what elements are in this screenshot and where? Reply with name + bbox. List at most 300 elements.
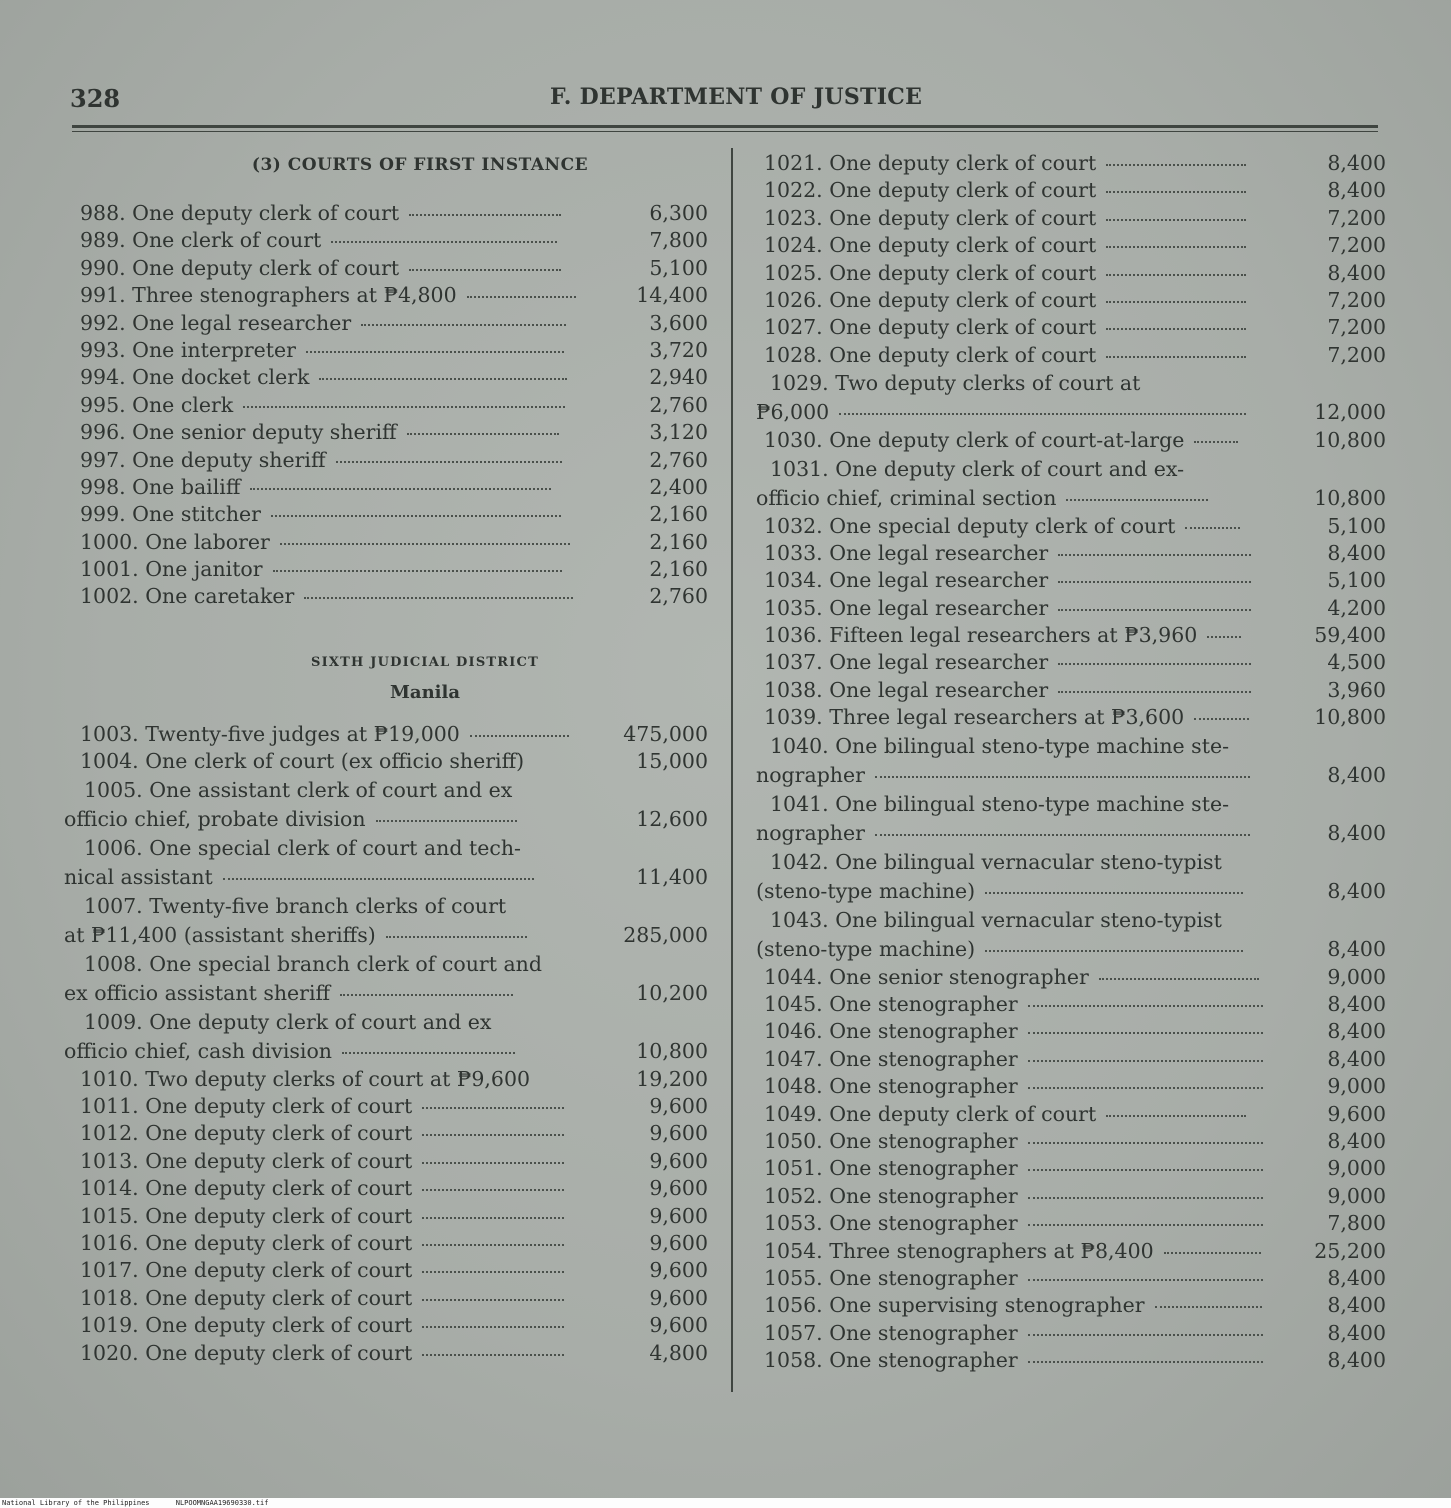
leader-dots — [1194, 718, 1249, 720]
item-list-left-a — [72, 200, 708, 611]
item-label: 1017. One deputy clerk of court — [80, 1258, 413, 1283]
line-item — [756, 991, 1386, 1018]
item-amount: 8,400 — [1327, 178, 1386, 203]
item-label-wrap — [764, 704, 1249, 731]
item-label: 999. One stitcher — [80, 502, 261, 527]
item-label: 989. One clerk of court — [80, 228, 322, 253]
leader-dots — [331, 241, 557, 243]
right-column — [756, 150, 1386, 1375]
leader-dots — [1058, 554, 1250, 556]
item-label: 1056. One supervising stenographer — [764, 1293, 1145, 1318]
item-label: 1013. One deputy clerk of court — [80, 1148, 413, 1173]
item-label: 1004. One clerk of court (ex officio sheriff) — [80, 749, 525, 774]
item-label-line1: 1031. One deputy clerk of court and ex- — [770, 456, 1185, 481]
item-label-line2-text: nographer — [756, 820, 865, 845]
leader-dots — [340, 994, 513, 996]
item-amount: 4,800 — [649, 1340, 708, 1365]
leader-dots — [839, 413, 1245, 415]
item-label-wrap — [764, 1265, 1263, 1292]
line-item — [756, 1018, 1386, 1045]
item-label-wrap — [764, 991, 1263, 1018]
item-label: 990. One deputy clerk of court — [80, 255, 400, 280]
line-item — [756, 150, 1386, 177]
item-amount: 7,200 — [1327, 342, 1386, 367]
item-label-wrap — [80, 1312, 564, 1339]
leader-dots — [1106, 246, 1245, 248]
item-label-wrap — [764, 1128, 1263, 1155]
leader-dots — [1155, 1306, 1263, 1308]
item-label-wrap — [764, 513, 1240, 540]
item-label: 994. One docket clerk — [80, 365, 310, 390]
leader-dots — [1164, 1252, 1261, 1254]
leader-dots — [1099, 978, 1260, 980]
item-label-wrap — [80, 1066, 540, 1093]
item-label: 1026. One deputy clerk of court — [764, 287, 1097, 312]
line-item — [756, 1101, 1386, 1128]
item-label-line2-text: (steno-type machine) — [756, 936, 976, 961]
line-item — [756, 704, 1386, 731]
item-label-wrap — [764, 1210, 1263, 1237]
line-item — [756, 1238, 1386, 1265]
line-item — [72, 282, 708, 309]
item-label: 1054. Three stenographers at ₱8,400 — [764, 1238, 1154, 1263]
line-item — [72, 529, 708, 556]
item-label-wrap — [764, 177, 1246, 204]
item-label-wrap — [80, 419, 559, 446]
item-label-line1: 1006. One special clerk of court and tech- — [84, 835, 521, 860]
item-label-wrap — [764, 287, 1246, 314]
line-item-multiline — [64, 776, 708, 834]
item-amount: 3,600 — [649, 310, 708, 335]
item-label-line2 — [756, 935, 1386, 964]
leader-dots — [1106, 328, 1245, 330]
item-label-line2-text: nical assistant — [64, 864, 213, 889]
line-item-multiline — [64, 834, 708, 892]
leader-dots — [1058, 663, 1250, 665]
line-item — [756, 287, 1386, 314]
line-item — [756, 1265, 1386, 1292]
item-amount: 3,720 — [649, 337, 708, 362]
leader-dots — [342, 1052, 515, 1054]
item-amount: 8,400 — [1327, 1046, 1386, 1071]
leader-dots — [422, 1162, 563, 1164]
item-amount: 10,800 — [1314, 705, 1386, 730]
item-list-left-b — [64, 721, 708, 1367]
line-item — [756, 342, 1386, 369]
item-amount: 2,160 — [649, 529, 708, 554]
item-label-line2-text: officio chief, criminal section — [756, 485, 1057, 510]
line-item — [72, 1148, 708, 1175]
leader-dots — [1028, 1197, 1263, 1199]
item-label-line1: 1040. One bilingual steno-type machine ste- — [770, 733, 1229, 758]
item-label: 1035. One legal researcher — [764, 595, 1049, 620]
item-label: 1052. One stenographer — [764, 1183, 1018, 1208]
line-item — [756, 1210, 1386, 1237]
item-amount: 10,200 — [636, 980, 708, 1005]
leader-dots — [271, 515, 561, 517]
item-label-wrap — [764, 260, 1246, 287]
item-label-line2 — [756, 761, 1386, 790]
line-item — [72, 419, 708, 446]
item-amount: 2,160 — [649, 502, 708, 527]
item-label-wrap — [80, 583, 573, 610]
district-title: SIXTH JUDICIAL DISTRICT — [311, 654, 539, 670]
item-amount: 7,200 — [1327, 205, 1386, 230]
item-label-wrap — [764, 1347, 1263, 1374]
item-amount: 5,100 — [649, 255, 708, 280]
line-item-multiline — [64, 950, 708, 1008]
line-item — [72, 392, 708, 419]
item-label-line2 — [64, 921, 708, 950]
item-label: 1027. One deputy clerk of court — [764, 315, 1097, 340]
item-label: 1048. One stenographer — [764, 1074, 1018, 1099]
item-label-wrap — [80, 364, 567, 391]
leader-dots — [422, 1271, 563, 1273]
item-amount: 9,000 — [1327, 1156, 1386, 1181]
item-amount: 4,500 — [1327, 650, 1386, 675]
item-label: 1038. One legal researcher — [764, 677, 1049, 702]
item-label: 1046. One stenographer — [764, 1019, 1018, 1044]
item-amount: 8,400 — [1327, 540, 1386, 565]
item-label-wrap — [764, 1320, 1263, 1347]
item-label: 997. One deputy sheriff — [80, 447, 326, 472]
leader-dots — [1028, 1334, 1263, 1336]
line-item — [756, 205, 1386, 232]
item-label-line2-text: ex officio assistant sheriff — [64, 980, 331, 1005]
item-amount: 12,600 — [636, 806, 708, 831]
item-label-line1: 1008. One special branch clerk of court and — [84, 951, 542, 976]
leader-dots — [1028, 1087, 1263, 1089]
line-item-multiline — [756, 906, 1386, 964]
item-label: 1014. One deputy clerk of court — [80, 1176, 413, 1201]
line-item — [72, 748, 708, 775]
item-label-wrap — [764, 964, 1259, 991]
line-item — [756, 677, 1386, 704]
item-label: 1037. One legal researcher — [764, 650, 1049, 675]
item-label-wrap — [764, 342, 1246, 369]
item-amount: 475,000 — [623, 721, 708, 746]
item-label: 993. One interpreter — [80, 337, 296, 362]
item-amount: 14,400 — [636, 283, 708, 308]
leader-dots — [1106, 301, 1245, 303]
item-label: 998. One bailiff — [80, 474, 241, 499]
leader-dots — [273, 570, 563, 572]
item-amount: 9,600 — [649, 1203, 708, 1228]
leader-dots — [306, 351, 564, 353]
leader-dots — [1058, 581, 1250, 583]
item-amount: 15,000 — [636, 749, 708, 774]
item-label: 1023. One deputy clerk of court — [764, 205, 1097, 230]
leader-dots — [319, 378, 566, 380]
item-amount: 59,400 — [1314, 623, 1386, 648]
line-item — [72, 1257, 708, 1284]
line-item — [72, 1285, 708, 1312]
item-label-wrap — [764, 427, 1238, 454]
item-label-line2 — [756, 819, 1386, 848]
item-label: 1022. One deputy clerk of court — [764, 178, 1097, 203]
item-amount: 9,600 — [649, 1313, 708, 1338]
item-amount: 7,800 — [649, 228, 708, 253]
leader-dots — [422, 1299, 563, 1301]
item-amount: 4,200 — [1327, 595, 1386, 620]
leader-dots — [1058, 691, 1250, 693]
line-item — [756, 260, 1386, 287]
line-item — [72, 310, 708, 337]
item-label-line1: 1009. One deputy clerk of court and ex — [84, 1009, 492, 1034]
line-item — [756, 427, 1386, 454]
item-label: 1003. Twenty-five judges at ₱19,000 — [80, 721, 460, 746]
item-label: 1032. One special deputy clerk of court — [764, 513, 1176, 538]
item-label: 1033. One legal researcher — [764, 540, 1049, 565]
item-label-wrap — [80, 392, 565, 419]
item-label-wrap — [80, 310, 566, 337]
leader-dots — [1028, 1169, 1263, 1171]
item-label: 1000. One laborer — [80, 529, 270, 554]
page-number: 328 — [70, 84, 121, 113]
item-label: 1051. One stenographer — [764, 1156, 1018, 1181]
item-label-line1: 1029. Two deputy clerks of court at — [770, 371, 1141, 396]
line-item — [72, 1312, 708, 1339]
item-amount: 9,600 — [649, 1121, 708, 1146]
item-label-line2 — [756, 877, 1386, 906]
item-label-line2-text: officio chief, probate division — [64, 806, 366, 831]
item-label: 1015. One deputy clerk of court — [80, 1203, 413, 1228]
line-item — [756, 1292, 1386, 1319]
item-label: 1034. One legal researcher — [764, 568, 1049, 593]
item-amount: 9,600 — [649, 1230, 708, 1255]
item-label-wrap — [80, 529, 570, 556]
item-label-line1: 1042. One bilingual vernacular steno-typist — [770, 849, 1222, 874]
leader-dots — [422, 1134, 563, 1136]
item-label-wrap — [764, 1101, 1246, 1128]
item-amount: 285,000 — [623, 922, 708, 947]
item-label-wrap — [80, 1120, 564, 1147]
item-amount: 8,400 — [1327, 992, 1386, 1017]
item-amount: 8,400 — [1327, 1293, 1386, 1318]
item-label-wrap — [80, 1230, 564, 1257]
line-item — [756, 232, 1386, 259]
item-label-wrap — [80, 1340, 564, 1367]
leader-dots — [1028, 1005, 1263, 1007]
line-item-multiline — [756, 790, 1386, 848]
item-amount: 9,000 — [1327, 964, 1386, 989]
item-amount: 9,600 — [1327, 1101, 1386, 1126]
item-amount: 10,800 — [636, 1038, 708, 1063]
item-label-line2-text: (steno-type machine) — [756, 878, 976, 903]
item-label-line2-text: at ₱11,400 (assistant sheriffs) — [64, 922, 376, 947]
leader-dots — [422, 1189, 563, 1191]
item-amount: 8,400 — [1327, 936, 1386, 961]
scan-footer — [0, 1498, 1451, 1508]
item-amount: 2,760 — [649, 584, 708, 609]
leader-dots — [470, 735, 569, 737]
item-label: 1012. One deputy clerk of court — [80, 1121, 413, 1146]
line-item — [72, 501, 708, 528]
item-amount: 8,400 — [1327, 260, 1386, 285]
line-item — [72, 721, 708, 748]
item-amount: 8,400 — [1327, 1265, 1386, 1290]
item-label: 1025. One deputy clerk of court — [764, 260, 1097, 285]
item-label: 1021. One deputy clerk of court — [764, 151, 1097, 175]
item-amount: 3,960 — [1327, 677, 1386, 702]
item-label: 1044. One senior stenographer — [764, 964, 1089, 989]
item-label-wrap — [80, 1148, 564, 1175]
item-label-wrap — [764, 1018, 1263, 1045]
item-label: 1028. One deputy clerk of court — [764, 342, 1097, 367]
leader-dots — [336, 461, 562, 463]
item-amount: 9,600 — [649, 1148, 708, 1173]
item-label-wrap — [80, 447, 562, 474]
item-amount: 19,200 — [636, 1066, 708, 1091]
line-item — [756, 649, 1386, 676]
item-label: 1045. One stenographer — [764, 992, 1018, 1017]
item-amount: 8,400 — [1327, 151, 1386, 175]
line-item — [72, 1230, 708, 1257]
line-item — [72, 200, 708, 227]
line-item-multiline — [756, 455, 1386, 513]
item-label-wrap — [80, 1285, 564, 1312]
line-item — [756, 964, 1386, 991]
item-label-wrap — [80, 282, 576, 309]
leader-dots — [1028, 1060, 1263, 1062]
item-label-line1: 1005. One assistant clerk of court and ex — [84, 777, 513, 802]
item-label-wrap — [764, 1238, 1261, 1265]
item-list-right — [756, 150, 1386, 1375]
item-label: 995. One clerk — [80, 392, 234, 417]
item-label-wrap — [80, 748, 534, 775]
line-item-multiline — [756, 732, 1386, 790]
item-label: 1011. One deputy clerk of court — [80, 1094, 413, 1119]
item-label-wrap — [764, 314, 1246, 341]
leader-dots — [376, 820, 517, 822]
leader-dots — [1028, 1142, 1263, 1144]
item-amount: 5,100 — [1327, 513, 1386, 538]
item-amount: 5,100 — [1327, 568, 1386, 593]
item-label-wrap — [764, 677, 1251, 704]
leader-dots — [1028, 1032, 1263, 1034]
item-amount: 7,200 — [1327, 287, 1386, 312]
item-label: 996. One senior deputy sheriff — [80, 420, 397, 445]
item-label-wrap — [764, 1292, 1262, 1319]
line-item — [72, 474, 708, 501]
item-amount: 8,400 — [1327, 1348, 1386, 1373]
item-amount: 10,800 — [1314, 428, 1386, 453]
item-label-wrap — [80, 1203, 564, 1230]
item-label-wrap — [764, 232, 1246, 259]
line-item — [756, 540, 1386, 567]
item-amount: 9,600 — [649, 1176, 708, 1201]
header-rule-thick — [72, 125, 1378, 128]
item-label: 1010. Two deputy clerks of court at ₱9,600 — [80, 1066, 531, 1091]
item-label-wrap — [80, 227, 557, 254]
item-label-line1: 1041. One bilingual steno-type machine ste- — [770, 791, 1229, 816]
leader-dots — [985, 950, 1243, 952]
leader-dots — [985, 892, 1243, 894]
item-label: 1055. One stenographer — [764, 1265, 1018, 1290]
item-amount: 25,200 — [1314, 1238, 1386, 1263]
leader-dots — [407, 433, 559, 435]
item-amount: 9,600 — [649, 1094, 708, 1119]
item-label: 1030. One deputy clerk of court-at-large — [764, 428, 1185, 453]
item-label-wrap — [764, 1046, 1263, 1073]
item-label: 1036. Fifteen legal researchers at ₱3,960 — [764, 623, 1198, 648]
line-item — [72, 583, 708, 610]
item-label-wrap — [80, 501, 561, 528]
leader-dots — [223, 878, 534, 880]
leader-dots — [1106, 191, 1245, 193]
item-label-wrap — [80, 1257, 564, 1284]
item-label: 1024. One deputy clerk of court — [764, 233, 1097, 258]
item-label-wrap — [764, 1183, 1263, 1210]
item-amount: 9,000 — [1327, 1074, 1386, 1099]
line-item — [756, 177, 1386, 204]
item-label: 991. Three stenographers at ₱4,800 — [80, 283, 457, 308]
item-amount: 8,400 — [1327, 1320, 1386, 1345]
leader-dots — [1194, 441, 1238, 443]
item-label-wrap — [80, 721, 569, 748]
item-label-line2 — [64, 979, 708, 1008]
item-label: 1057. One stenographer — [764, 1320, 1018, 1345]
item-amount: 8,400 — [1327, 1019, 1386, 1044]
item-amount: 2,160 — [649, 557, 708, 582]
item-label-wrap — [80, 474, 551, 501]
item-amount: 7,200 — [1327, 233, 1386, 258]
item-label-wrap — [764, 1155, 1263, 1182]
item-label-line1: 1007. Twenty-five branch clerks of court — [84, 893, 507, 918]
item-amount: 9,600 — [649, 1285, 708, 1310]
item-label-line2 — [64, 1037, 708, 1066]
item-label-line2 — [64, 863, 708, 892]
leader-dots — [1106, 274, 1245, 276]
leader-dots — [1028, 1224, 1263, 1226]
item-label: 1049. One deputy clerk of court — [764, 1101, 1097, 1126]
leader-dots — [1106, 164, 1245, 166]
line-item — [72, 1066, 708, 1093]
leader-dots — [1028, 1361, 1263, 1363]
item-label-wrap — [764, 540, 1251, 567]
item-label: 992. One legal researcher — [80, 310, 352, 335]
section-title: (3) COURTS OF FIRST INSTANCE — [251, 155, 589, 175]
leader-dots — [1028, 1279, 1263, 1281]
line-item-multiline — [756, 848, 1386, 906]
item-amount: 2,760 — [649, 392, 708, 417]
item-label-line2 — [756, 398, 1386, 427]
leader-dots — [1058, 609, 1250, 611]
district-place: Manila — [389, 681, 460, 703]
line-item — [72, 1175, 708, 1202]
leader-dots — [250, 488, 550, 490]
item-label: 1019. One deputy clerk of court — [80, 1313, 413, 1338]
item-amount: 7,200 — [1327, 315, 1386, 340]
item-label-wrap — [764, 595, 1251, 622]
item-label-wrap — [80, 337, 564, 364]
item-label: 1002. One caretaker — [80, 584, 295, 609]
line-item-multiline — [756, 369, 1386, 427]
item-amount: 6,300 — [649, 201, 708, 225]
item-label: 1018. One deputy clerk of court — [80, 1285, 413, 1310]
leader-dots — [1106, 356, 1245, 358]
leader-dots — [280, 543, 570, 545]
line-item — [72, 1340, 708, 1367]
line-item — [756, 1155, 1386, 1182]
line-item — [72, 337, 708, 364]
item-label-wrap — [80, 200, 561, 227]
item-amount: 2,760 — [649, 447, 708, 472]
leader-dots — [422, 1326, 563, 1328]
line-item — [72, 447, 708, 474]
item-amount: 10,800 — [1314, 485, 1386, 510]
item-label-wrap — [80, 1093, 564, 1120]
